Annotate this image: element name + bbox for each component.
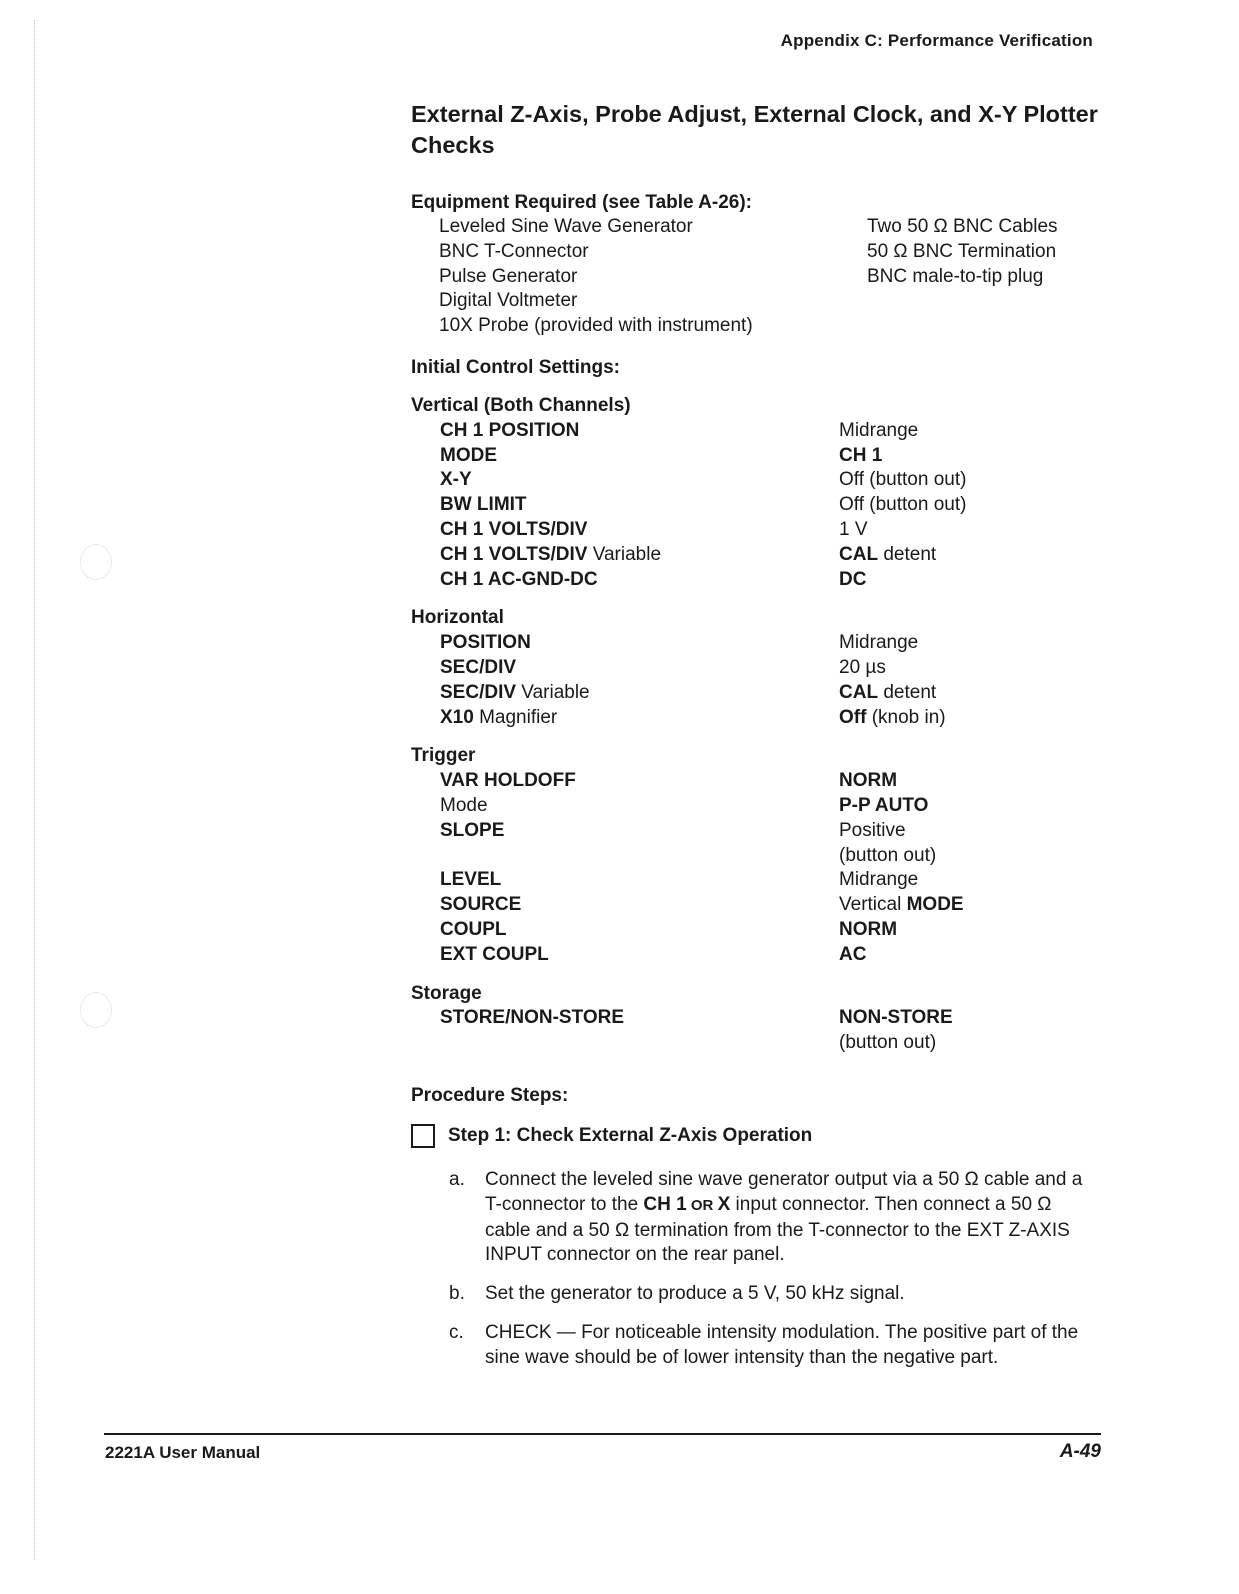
step-1-title: Step 1: Check External Z-Axis Operation [448, 1124, 813, 1146]
value-bold: NORM [839, 770, 898, 792]
substep-text-bold: X [717, 1193, 731, 1215]
control-name: X10 [440, 706, 474, 728]
setting-row [411, 1006, 1111, 1031]
procedure-heading: Procedure Steps: [411, 1084, 569, 1106]
footer-page-number: A-49 [1059, 1441, 1101, 1462]
setting-row [411, 568, 1111, 593]
control-name: SLOPE [440, 819, 505, 841]
setting-value [839, 518, 1111, 543]
control-name: POSITION [440, 632, 531, 654]
setting-value [839, 419, 1111, 444]
step-1-substeps [449, 1168, 1111, 1371]
setting-control [411, 706, 839, 731]
equipment-item: 50 Ω BNC Termination [867, 240, 1057, 262]
initial-settings-heading: Initial Control Settings: [411, 356, 620, 378]
value-text: Off (button out) [839, 469, 967, 491]
step-1 [411, 1124, 1111, 1148]
setting-value [839, 493, 1111, 518]
setting-control [411, 1031, 839, 1056]
control-name: CH 1 VOLTS/DIV [440, 543, 588, 565]
control-qualifier: Mode [440, 794, 488, 816]
setting-row [411, 706, 1111, 731]
setting-row [411, 893, 1111, 918]
value-bold: NON-STORE [839, 1007, 953, 1029]
setting-value [839, 868, 1111, 893]
value-bold: DC [839, 568, 867, 590]
step-1-checkbox[interactable] [411, 1124, 435, 1148]
vertical-title: Vertical (Both Channels) [411, 394, 631, 416]
setting-row [411, 543, 1111, 568]
value-bold: MODE [906, 894, 964, 916]
setting-control [411, 568, 839, 593]
storage-title: Storage [411, 982, 482, 1004]
setting-control [411, 868, 839, 893]
setting-control [411, 893, 839, 918]
setting-value [839, 769, 1111, 794]
setting-row [411, 468, 1111, 493]
setting-row [411, 518, 1111, 543]
setting-value [839, 918, 1111, 943]
setting-value [839, 444, 1111, 469]
substep-text [485, 1168, 1095, 1268]
value-text: Vertical [839, 894, 907, 916]
substep-letter: c. [449, 1321, 464, 1343]
setting-row [411, 844, 1111, 869]
setting-row [411, 769, 1111, 794]
value-text: Midrange [839, 632, 919, 654]
equipment-item: Digital Voltmeter [439, 290, 578, 312]
setting-row [411, 493, 1111, 518]
value-text: (button out) [839, 844, 937, 866]
control-name: BW LIMIT [440, 494, 527, 516]
equipment-left-column [439, 215, 867, 339]
substep-text-bold: CH 1 [643, 1193, 687, 1215]
setting-control [411, 681, 839, 706]
setting-control [411, 819, 839, 844]
control-qualifier: Variable [516, 681, 590, 703]
value-text: (knob in) [866, 706, 946, 728]
value-text: detent [878, 543, 937, 565]
setting-control [411, 1006, 839, 1031]
control-qualifier: Variable [587, 543, 662, 565]
value-text: Midrange [839, 869, 919, 891]
setting-value [839, 656, 1111, 681]
control-qualifier: Magnifier [473, 706, 558, 728]
setting-value [839, 1006, 1111, 1031]
setting-control [411, 493, 839, 518]
setting-row [411, 419, 1111, 444]
equipment-heading: Equipment Required (see Table A-26): [411, 192, 752, 213]
setting-value [839, 819, 1111, 844]
punch-hole-mark [80, 544, 112, 580]
setting-value [839, 568, 1111, 593]
setting-value [839, 631, 1111, 656]
equipment-list [439, 215, 1111, 339]
setting-value [839, 794, 1111, 819]
value-text: 20 µs [839, 656, 886, 678]
substep-b [449, 1282, 1111, 1307]
substep-a [449, 1168, 1111, 1268]
value-text: Midrange [839, 419, 919, 441]
control-name: CH 1 AC-GND-DC [440, 568, 598, 590]
setting-control [411, 444, 839, 469]
storage-settings [411, 982, 1111, 1056]
control-name: CH 1 POSITION [440, 419, 580, 441]
control-name: X-Y [440, 469, 472, 491]
horizontal-settings [411, 606, 1111, 730]
equipment-right-column [867, 215, 1111, 339]
setting-control [411, 543, 839, 568]
setting-value [839, 681, 1111, 706]
substep-text-part: Connect the leveled sine wave generator output via a 50 Ω cable and a T-connector to the [485, 1168, 1083, 1215]
punch-hole-mark [80, 992, 112, 1028]
equipment-item: Leveled Sine Wave Generator [439, 216, 693, 237]
vertical-settings [411, 394, 1111, 592]
value-bold: AC [839, 943, 867, 965]
section-title: External Z-Axis, Probe Adjust, External Clock, and X-Y Plotter Checks [411, 101, 1098, 158]
control-name: CH 1 VOLTS/DIV [440, 518, 588, 540]
setting-control [411, 844, 839, 869]
control-name: EXT COUPL [440, 943, 549, 965]
value-bold: CH 1 [839, 444, 883, 466]
setting-row [411, 943, 1111, 968]
setting-row [411, 794, 1111, 819]
substep-text: CHECK — For noticeable intensity modulation. The positive part of the sine wave should be of lower intensity than the negative part. [485, 1321, 1079, 1368]
page-header: Appendix C: Performance Verification [780, 31, 1093, 50]
trigger-title: Trigger [411, 745, 476, 767]
control-name: COUPL [440, 918, 507, 940]
setting-control [411, 419, 839, 444]
setting-control [411, 518, 839, 543]
control-name: SOURCE [440, 894, 522, 916]
substep-c [449, 1321, 1111, 1371]
value-text: detent [878, 681, 937, 703]
setting-value [839, 706, 1111, 731]
setting-row [411, 631, 1111, 656]
setting-value [839, 893, 1111, 918]
control-name: LEVEL [440, 869, 502, 891]
control-name: SEC/DIV [440, 681, 517, 703]
substep-text: Set the generator to produce a 5 V, 50 kHz signal. [485, 1283, 905, 1305]
substep-text-part: input connector. Then connect a 50 Ω cable and a 50 Ω termination from the T-connector to the EXT Z-AXIS INPUT connector on the rear panel. [485, 1193, 1070, 1266]
substep-letter: b. [449, 1283, 465, 1305]
value-bold: CAL [839, 543, 879, 565]
setting-row [411, 681, 1111, 706]
value-text: Positive [839, 819, 906, 841]
setting-row [411, 868, 1111, 893]
setting-control [411, 918, 839, 943]
control-name: VAR HOLDOFF [440, 770, 576, 792]
value-bold: Off [839, 706, 867, 728]
substep-text-smallcaps: OR [686, 1196, 718, 1214]
footer-rule [104, 1433, 1101, 1435]
setting-value [839, 844, 1111, 869]
substep-letter: a. [449, 1168, 465, 1190]
value-bold: NORM [839, 918, 898, 940]
setting-row [411, 1031, 1111, 1056]
setting-value [839, 543, 1111, 568]
value-text: Off (button out) [839, 494, 967, 516]
control-name: MODE [440, 444, 497, 466]
equipment-item: 10X Probe (provided with instrument) [439, 315, 753, 337]
binding-margin-line [34, 20, 36, 1560]
setting-row [411, 656, 1111, 681]
equipment-item: Pulse Generator [439, 265, 578, 287]
setting-value [839, 1031, 1111, 1056]
value-text: 1 V [839, 518, 868, 540]
value-bold: CAL [839, 681, 879, 703]
document-body [411, 190, 1111, 1384]
setting-row [411, 918, 1111, 943]
setting-row [411, 819, 1111, 844]
setting-control [411, 656, 839, 681]
equipment-item: BNC T-Connector [439, 240, 589, 262]
footer-manual-title: 2221A User Manual [105, 1443, 261, 1462]
control-name: STORE/NON-STORE [440, 1007, 625, 1029]
setting-value [839, 943, 1111, 968]
setting-row [411, 444, 1111, 469]
value-text: (button out) [839, 1032, 937, 1054]
control-name: SEC/DIV [440, 656, 517, 678]
equipment-item: BNC male-to-tip plug [867, 265, 1044, 287]
trigger-settings [411, 744, 1111, 967]
setting-value [839, 468, 1111, 493]
horizontal-title: Horizontal [411, 607, 504, 629]
value-bold: P-P AUTO [839, 794, 929, 816]
setting-control [411, 794, 839, 819]
setting-control [411, 631, 839, 656]
procedure-section [411, 1083, 1111, 1371]
setting-control [411, 468, 839, 493]
setting-control [411, 769, 839, 794]
setting-control [411, 943, 839, 968]
equipment-item: Two 50 Ω BNC Cables [867, 216, 1058, 237]
